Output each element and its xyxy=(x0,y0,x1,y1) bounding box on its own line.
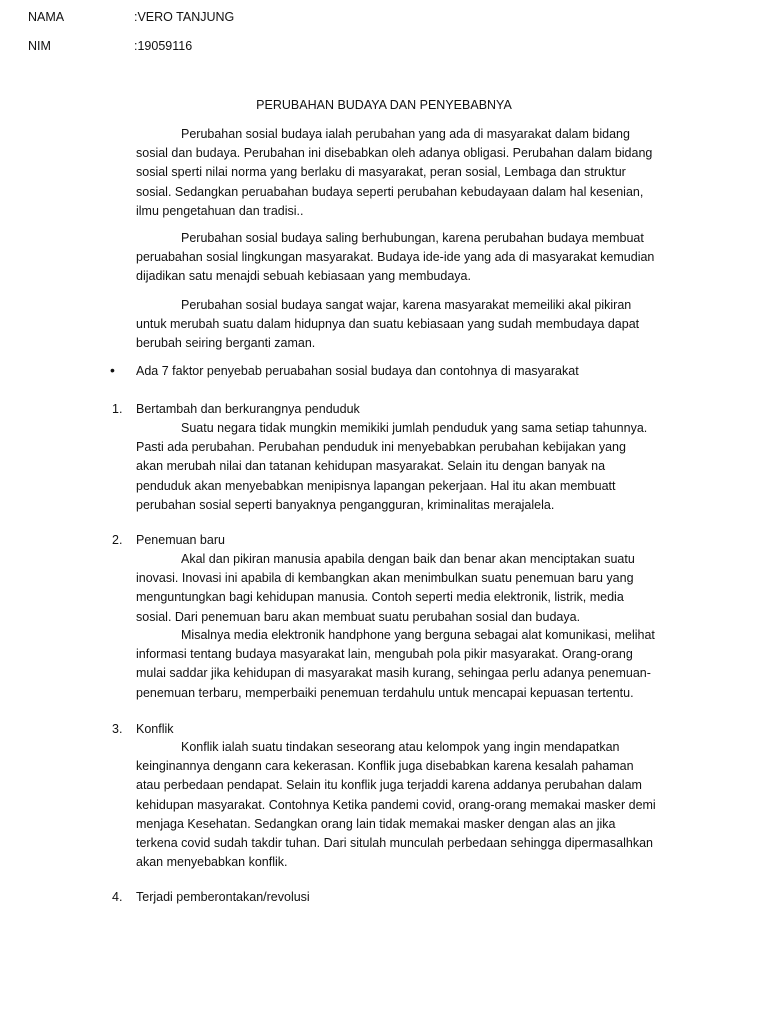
intro-paragraph-1: Perubahan sosial budaya ialah perubahan yang ada di masyarakat dalam bidang sosial dan budaya. Perubahan ini disebabkan oleh adanya obligasi. Perubahan dalam bidang sosial sperti nilai norma yang berlaku di masyarakat, peran sosial, Lembaga dan struktur sosial. Sedangkan peruabahan budaya seperti perubahan kebudayaan dalam hal kesenian, ilmu pengetahuan dan tradisi.. xyxy=(136,127,653,218)
factor-2-number: 2. xyxy=(112,533,123,547)
bullet-text: Ada 7 faktor penyebab peruabahan sosial budaya dan contohnya di masyarakat xyxy=(136,364,579,378)
factor-2-paragraph-1: Akal dan pikiran manusia apabila dengan baik dan benar akan menciptakan suatu inovasi. Inovasi ini apabila di kembangkan akan menimbulkan suatu penemuan baru yang menguntungkan bagi kehidupan manusia. Contoh seperti media elektronik, listrik, media sosial. Dari penemuan baru akan membuat suatu perubahan sosial dan budaya. xyxy=(136,552,635,624)
factor-3-heading: Konflik xyxy=(136,722,174,736)
factor-1-heading: Bertambah dan berkurangnya penduduk xyxy=(136,402,360,416)
factor-3-paragraph-1: Konflik ialah suatu tindakan seseorang atau kelompok yang ingin mendapatkan keinginannya dengann cara kekerasan. Konflik juga disebabkan karena kesalah pahaman atau perbedaan pendapat. Selain itu konflik juga terjaddi karena addanya perubahan dalam kehidupan masyarakat. Contohnya Ketika pandemi covid, orang-orang memakai masker demi menjaga Kesehatan. Sedangkan orang lain tidak memakai masker dengan alas an jika terkena covid sudah takdir tuhan. Dari situlah munculah perbedaan sehingga dipermasalhkan akan menyebabkan konflik. xyxy=(136,740,656,870)
factor-4-heading: Terjadi pemberontakan/revolusi xyxy=(136,890,310,904)
document-title: PERUBAHAN BUDAYA DAN PENYEBABNYA xyxy=(256,98,512,112)
name-label: NAMA xyxy=(28,10,65,24)
factor-2-paragraph-2: Misalnya media elektronik handphone yang berguna sebagai alat komunikasi, melihat informasi tentang budaya masyarakat lain, mengubah pola pikir masyarakat. Orang-orang mulai saddar jika kehidupan di masyarakat masih kurang, sehingaa perlu adanya penemuan-penemuan terbaru, memperbaiki penemuan terdahulu untuk mencapai kepuasan tertentu. xyxy=(136,628,655,700)
name-value: :VERO TANJUNG xyxy=(134,10,235,24)
factor-1-paragraph-1: Suatu negara tidak mungkin memikiki jumlah penduduk yang sama setiap tahunnya. Pasti ada perubahan. Perubahan penduduk ini menyebabkan perubahan kebijakan yang akan merubah nilai dan tatanan kehidupan masyarakat. Selain itu dengan banyak na penduduk akan menyebabkan menipisnya lapangan pekerjaan. Hal itu akan membuatt perubahan sosial seperti banyaknya pengangguran, kriminalitas merajalela. xyxy=(136,421,648,512)
factor-1-number: 1. xyxy=(112,402,123,416)
factor-4-number: 4. xyxy=(112,890,123,904)
factor-3-number: 3. xyxy=(112,722,123,736)
nim-label: NIM xyxy=(28,39,51,53)
intro-paragraph-2: Perubahan sosial budaya saling berhubungan, karena perubahan budaya membuat peruabahan sosial lingkungan masyarakat. Budaya ide-ide yang ada di masyarakat kemudian dijadikan satu menajdi sebuah kebiasaan yang membudaya. xyxy=(136,231,655,284)
intro-paragraph-3: Perubahan sosial budaya sangat wajar, karena masyarakat memeiliki akal pikiran untuk merubah suatu dalam hidupnya dan suatu kebiasaan yang sudah membudaya dapat berubah seiring berganti zaman. xyxy=(136,298,640,351)
nim-value: :19059116 xyxy=(134,39,193,53)
factor-2-heading: Penemuan baru xyxy=(136,533,225,547)
bullet-symbol: • xyxy=(110,362,115,378)
